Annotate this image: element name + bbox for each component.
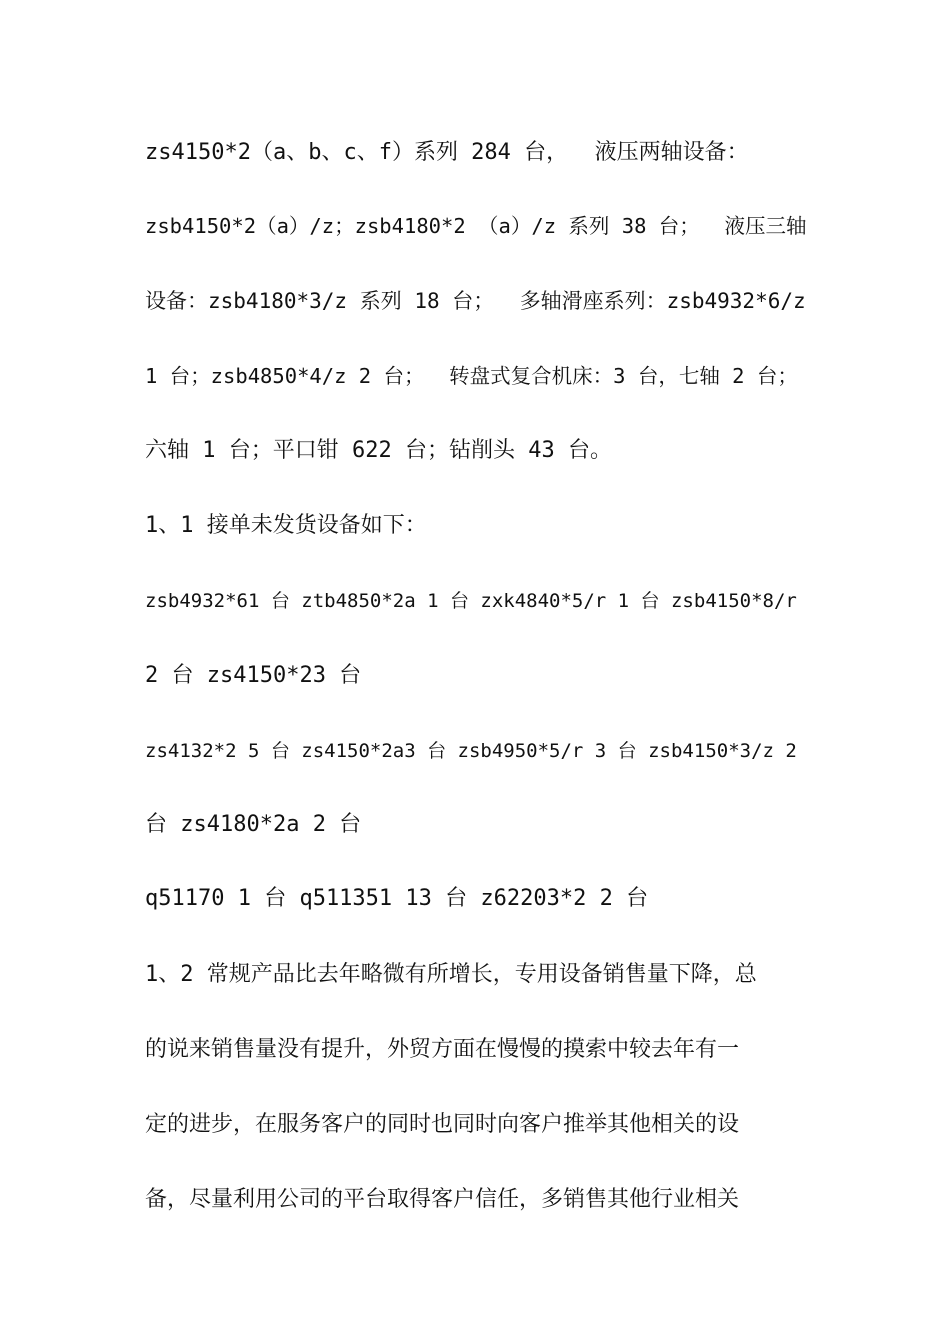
text-line: 的说来销售量没有提升，外贸方面在慢慢的摸索中较去年有一 — [145, 1037, 740, 1062]
text-line: 六轴 1 台；平口钳 622 台；钻削头 43 台。 — [145, 438, 612, 463]
text-line: zs4150*2（a、b、c、f）系列 284 台， 液压两轴设备： — [145, 140, 749, 165]
text-line: 备，尽量利用公司的平台取得客户信任，多销售其他行业相关 — [145, 1187, 740, 1212]
text-line: 1 台；zsb4850*4/z 2 台； 转盘式复合机床：3 台，七轴 2 台； — [145, 364, 798, 388]
text-line: q51170 1 台 q511351 13 台 z62203*2 2 台 — [145, 886, 649, 911]
text-line: 1、2 常规产品比去年略微有所增长，专用设备销售量下降，总 — [145, 962, 757, 987]
text-line: 台 zs4180*2a 2 台 — [145, 812, 362, 837]
text-line: zsb4932*61 台 ztb4850*2a 1 台 zxk4840*5/r 1 台 zsb4150*8/r — [145, 590, 797, 612]
text-line: zs4132*2 5 台 zs4150*2a3 台 zsb4950*5/r 3 台 zsb4150*3/z 2 — [145, 740, 797, 762]
text-line: 2 台 zs4150*23 台 — [145, 663, 362, 688]
text-line: 1、1 接单未发货设备如下： — [145, 513, 427, 538]
text-line: 定的进步，在服务客户的同时也同时向客户推举其他相关的设 — [145, 1112, 740, 1137]
text-line: zsb4150*2（a）/z；zsb4180*2 （a）/z 系列 38 台； 液压三轴 — [145, 214, 807, 238]
text-line: 设备：zsb4180*3/z 系列 18 台； 多轴滑座系列：zsb4932*6/z — [145, 289, 806, 313]
